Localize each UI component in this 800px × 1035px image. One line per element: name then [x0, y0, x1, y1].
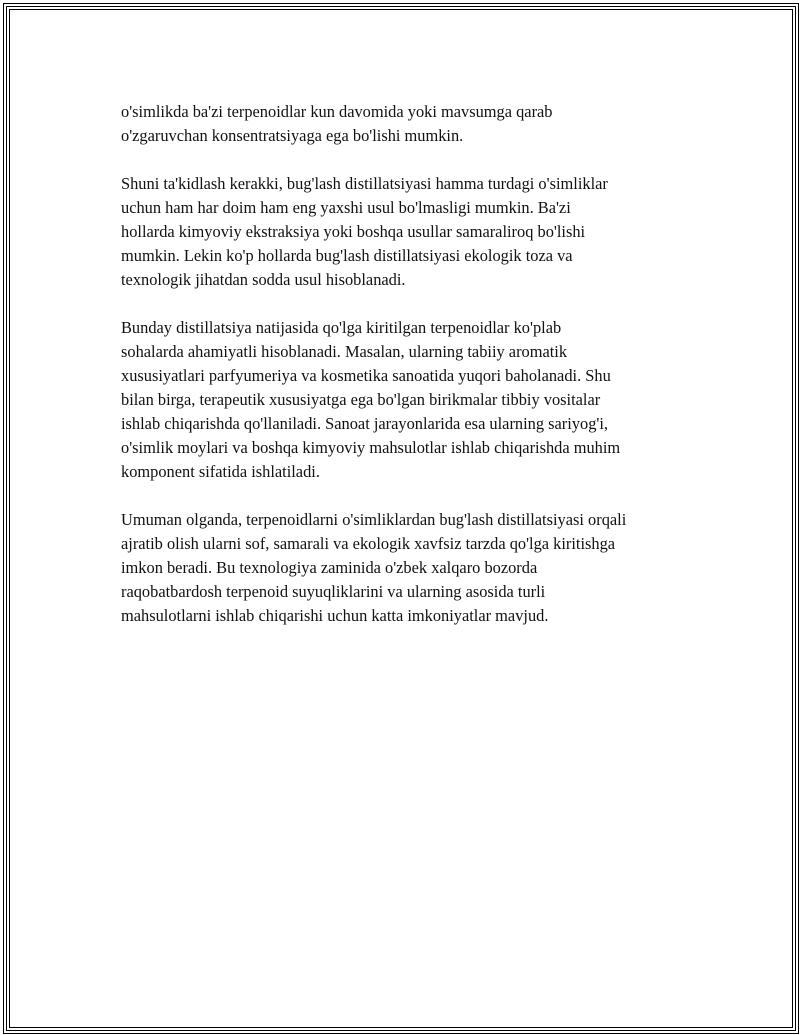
paragraph-2: Shuni ta'kidlash kerakki, bug'lash distillatsiyasi hamma turdagi o'simliklar uchun ham har doim ham eng yaxshi usul bo'lmasligi mumkin. Ba'zi hollarda kimyoviy ekstraksiya yoki boshqa usullar samaraliroq bo'lishi mumkin. Lekin ko'p hollarda bug'lash distillatsiyasi ekologik toza va texnologik jihatdan sodda usul hisoblanadi.: [121, 174, 608, 289]
document-page: [3, 3, 799, 1034]
paragraph-4: Umuman olganda, terpenoidlarni o'simliklardan bug'lash distillatsiyasi orqali ajratib olish ularni sof, samarali va ekologik xavfsiz tarzda qo'lga kiritishga imkon beradi. Bu texnologiya zaminida o'zbek xalqaro bozorda raqobatbardosh terpenoid suyuqliklarini va ularning asosida turli mahsulotlarni ishlab chiqarishi uchun katta imkoniyatlar mavjud.: [121, 510, 627, 625]
document-body: [121, 100, 711, 652]
paragraph-1: o'simlikda ba'zi terpenoidlar kun davomida yoki mavsumga qarab o'zgaruvchan konsentratsiyaga ega bo'lishi mumkin.: [121, 102, 553, 145]
paragraph-3: Bunday distillatsiya natijasida qo'lga kiritilgan terpenoidlar ko'plab sohalarda ahamiyatli hisoblanadi. Masalan, ularning tabiiy aromatik xususiyatlari parfyumeriya va kosmetika sanoatida yuqori baholanadi. Shu bilan birga, terapeutik xususiyatga ega bo'lgan birikmalar tibbiy vositalar ishlab chiqarishda qo'llaniladi. Sanoat jarayonlarida esa ularning sariyog'i, o'simlik moylari va boshqa kimyoviy mahsulotlar ishlab chiqarishda muhim komponent sifatida ishlatiladi.: [121, 318, 621, 481]
